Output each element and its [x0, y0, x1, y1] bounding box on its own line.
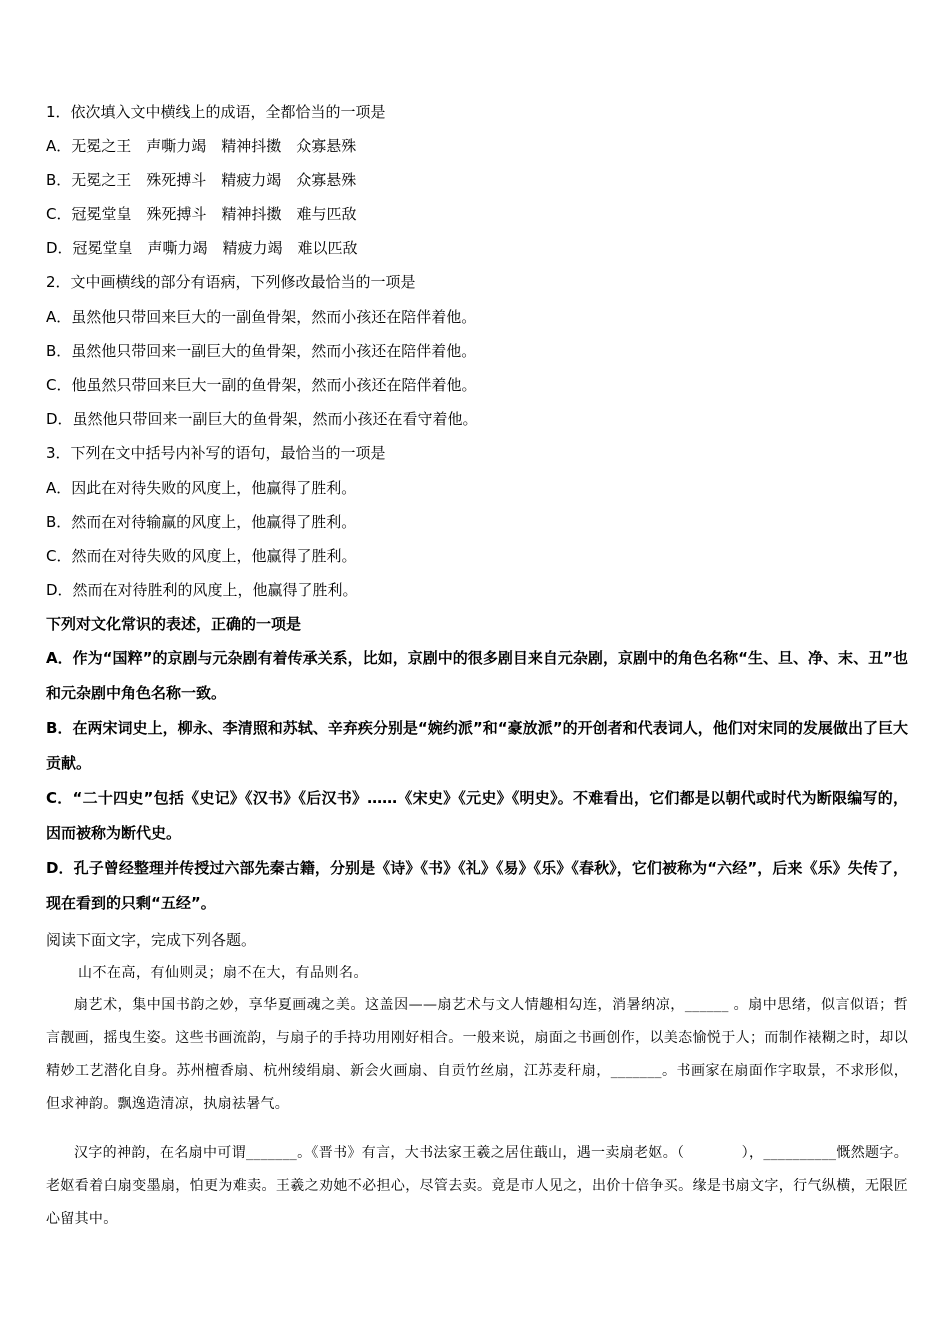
question-1-option-d: D．冠冕堂皇 声嘶力竭 精疲力竭 难以匹敌: [46, 239, 358, 257]
culture-option-a: A．作为“国粹”的京剧与元杂剧有着传承关系，比如，京剧中的很多剧目来自元杂剧，京剧中的角色名称“生、旦、净、末、丑”也和元杂剧中角色名称一致。: [46, 649, 908, 702]
question-2-option-a: A．虽然他只带回来巨大的一副鱼骨架，然而小孩还在陪伴着他。: [46, 308, 477, 326]
culture-option-d: D．孔子曾经整理并传授过六部先秦古籍，分别是《诗》《书》《礼》《易》《乐》《春秋》，它们被称为“六经”，后来《乐》失传了，现在看到的只剩“五经”。: [46, 859, 908, 912]
reading-line-1: 山不在高，有仙则灵；扇不在大，有品则名。: [78, 965, 368, 981]
culture-option-c: C．“二十四史”包括《史记》《汉书》《后汉书》……《宋史》《元史》《明史》。不难看出，它们都是以朝代或时代为断限编写的，因而被称为断代史。: [46, 789, 908, 842]
question-1-option-c: C．冠冕堂皇 殊死搏斗 精神抖擞 难与匹敌: [46, 205, 357, 223]
reading-paragraph-2: 汉字的神韵，在名扇中可谓_______。《晋书》有言，大书法家王羲之居住蕺山，遇一卖扇老妪。（ ），__________慨然题字。老妪看着白扇变墨扇，怕更为难卖。王羲之劝她不必担心，尽管去卖。竟是市人见之，出价十倍争买。缘是书扇文字，行气纵横，无限匠心留其中。: [46, 1145, 908, 1227]
culture-option-b: B．在两宋词史上，柳永、李清照和苏轼、辛弃疾分别是“婉约派”和“豪放派”的开创者和代表词人，他们对宋同的发展做出了巨大贡献。: [46, 719, 908, 772]
question-2-option-d: D．虽然他只带回来一副巨大的鱼骨架，然而小孩还在看守着他。: [46, 410, 478, 428]
question-3-option-d: D．然而在对待胜利的风度上，他赢得了胜利。: [46, 581, 358, 599]
question-3-option-a: A．因此在对待失败的风度上，他赢得了胜利。: [46, 479, 357, 497]
reading-intro: 阅读下面文字，完成下列各题。: [46, 931, 257, 949]
question-3-option-c: C．然而在对待失败的风度上，他赢得了胜利。: [46, 547, 357, 565]
question-1-option-b: B．无冕之王 殊死搏斗 精疲力竭 众寡悬殊: [46, 171, 357, 189]
reading-paragraph-1: 扇艺术，集中国书韵之妙，享华夏画魂之美。这盖因——扇艺术与文人情趣相勾连，消暑纳凉，______ 。扇中思绪，似言似语；哲言靓画，摇曳生姿。这些书画流韵，与扇子的手持功用刚好相合。一般来说，扇面之书画创作，以美态愉悦于人；而制作裱糊之时，却以精妙工艺潜化自身。苏州檀香扇、杭州绫绢扇、新会火画扇、自贡竹丝扇，江苏麦秆扇，_______。书画家在扇面作字取景，不求形似，但求神韵。飘逸造清凉，执扇祛暑气。: [46, 997, 908, 1112]
culture-question-stem: 下列对文化常识的表述，正确的一项是: [46, 615, 302, 633]
question-3-option-b: B．然而在对待输赢的风度上，他赢得了胜利。: [46, 513, 357, 531]
question-2-option-b: B．虽然他只带回来一副巨大的鱼骨架，然而小孩还在陪伴着他。: [46, 342, 477, 360]
question-3-stem: 3．下列在文中括号内补写的语句，最恰当的一项是: [46, 444, 386, 462]
question-1-option-a: A．无冕之王 声嘶力竭 精神抖擞 众寡悬殊: [46, 137, 357, 155]
question-1-stem: 1．依次填入文中横线上的成语，全都恰当的一项是: [46, 103, 386, 121]
question-2-option-c: C．他虽然只带回来巨大一副的鱼骨架，然而小孩还在陪伴着他。: [46, 376, 477, 394]
question-2-stem: 2．文中画横线的部分有语病，下列修改最恰当的一项是: [46, 273, 416, 291]
